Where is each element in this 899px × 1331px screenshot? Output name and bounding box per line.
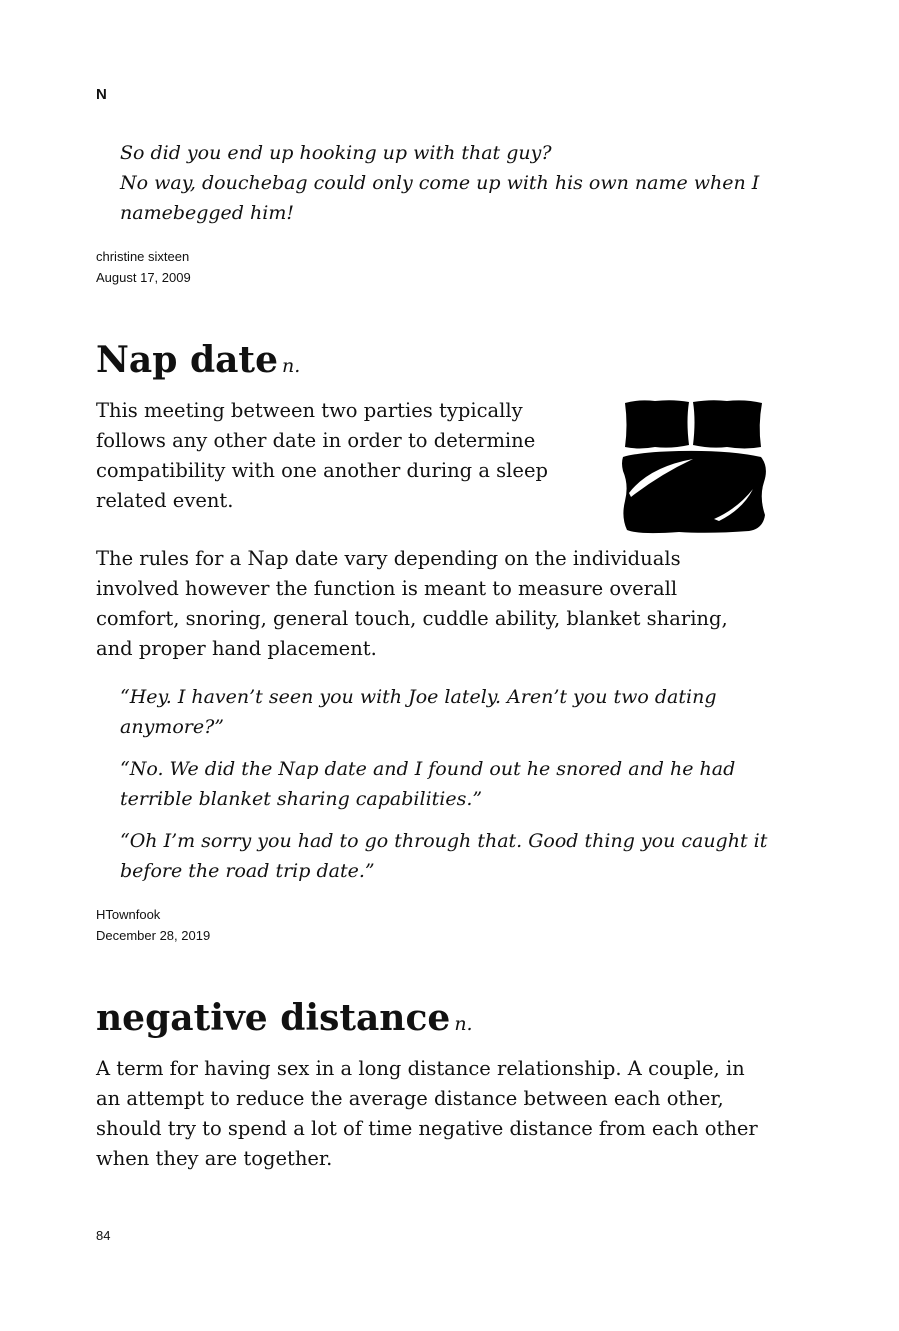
headword-text: negative distance [96, 997, 451, 1039]
definition-text: A term for having sex in a long distance relationship. A couple, in an attempt to reduce the average distance between each other, should try to spend a lot of time negative distance from each other when they are together. [96, 1057, 758, 1170]
section-letter: N [96, 86, 107, 103]
author: christine sixteen [96, 249, 190, 264]
bed-icon [619, 397, 767, 535]
prev-entry-quote [120, 138, 780, 228]
headword-text: Nap date [96, 339, 278, 381]
nap-entry-attribution [96, 904, 210, 946]
part-of-speech: n. [454, 1013, 473, 1035]
part-of-speech: n. [281, 355, 301, 377]
example-quote: “Oh I’m sorry you had to go through that. Good thing you caught it before the road trip date.” [120, 830, 768, 882]
example-quote: “Hey. I haven’t seen you with Joe lately. Aren’t you two dating anymore?” [120, 686, 717, 738]
date: December 28, 2019 [96, 928, 211, 943]
headword-nap-date [96, 338, 300, 388]
quote-line: No way, douchebag could only come up with his own name when I namebegged him! [120, 172, 760, 224]
quote-line: So did you end up hooking up with that guy? [120, 142, 552, 164]
example-quote: “No. We did the Nap date and I found out he snored and he had terrible blanket sharing capabilities.” [120, 758, 736, 810]
headword-negative-distance [96, 996, 473, 1046]
page-number: 84 [96, 1228, 111, 1243]
definition-text-2: The rules for a Nap date vary depending on the individuals involved however the function is meant to measure overall comfort, snoring, general touch, cuddle ability, blanket sharing, and proper hand placement. [96, 547, 728, 660]
prev-entry-attribution [96, 246, 191, 288]
example-quotes [120, 682, 770, 886]
date: August 17, 2009 [96, 270, 191, 285]
author: HTownfook [96, 907, 161, 922]
definition-text: This meeting between two parties typically follows any other date in order to determine compatibility with one another during a sleep related event. [96, 399, 548, 512]
